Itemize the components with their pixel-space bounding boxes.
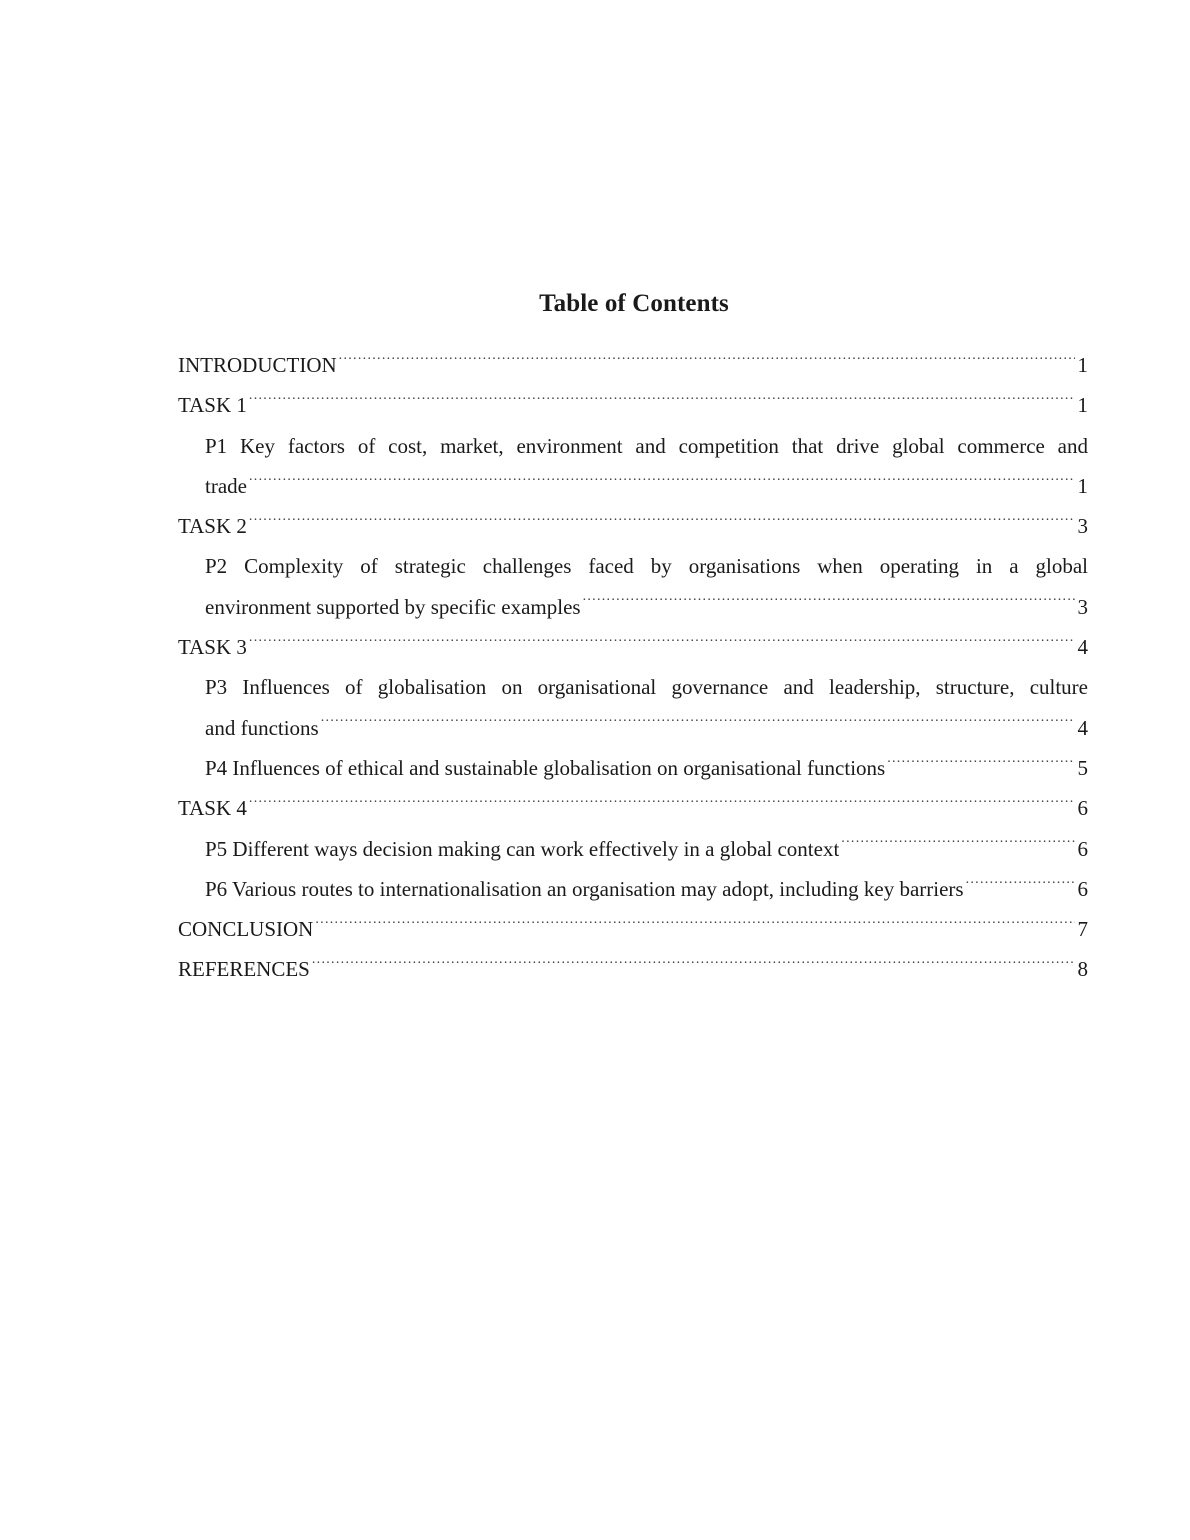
toc-entry-task-1[interactable] (178, 385, 1088, 425)
toc-entry-label: P6 Various routes to internationalisation an organisation may adopt, including key barriers (205, 876, 964, 901)
toc-entry-task-2[interactable] (178, 506, 1088, 546)
toc-entry-page: 7 (1077, 917, 1088, 942)
table-of-contents (178, 345, 1088, 990)
dot-leader (312, 955, 1075, 976)
dot-leader (249, 472, 1075, 493)
toc-entry-label: REFERENCES (178, 957, 310, 982)
toc-entry-page: 3 (1077, 594, 1088, 619)
toc-entry-p5[interactable] (178, 829, 1088, 869)
toc-title: Table of Contents (539, 290, 729, 317)
toc-entry-first-line: P2 Complexity of strategic challenges faced by organisations when operating in a global (205, 554, 1088, 579)
toc-entry-continuation (178, 708, 1088, 748)
toc-entry-introduction[interactable] (178, 345, 1088, 385)
dot-leader (321, 714, 1075, 735)
dot-leader (841, 835, 1074, 856)
toc-entry-p6[interactable] (178, 869, 1088, 909)
dot-leader (966, 875, 1075, 896)
toc-entry-label: CONCLUSION (178, 917, 314, 942)
toc-entry-p1[interactable] (178, 426, 1088, 507)
toc-entry-task-4[interactable] (178, 788, 1088, 828)
dot-leader (249, 794, 1075, 815)
toc-entry-label: TASK 1 (178, 393, 247, 418)
toc-entry-label: P4 Influences of ethical and sustainable globalisation on organisational functions (205, 755, 886, 780)
toc-entry-page: 8 (1077, 957, 1088, 982)
toc-entry-task-3[interactable] (178, 627, 1088, 667)
toc-entry-page: 1 (1077, 353, 1088, 377)
toc-entry-page: 6 (1077, 796, 1088, 821)
toc-entry-label: TASK 3 (178, 635, 247, 660)
toc-entry-label: P5 Different ways decision making can work effectively in a global context (205, 836, 840, 861)
toc-entry-conclusion[interactable] (178, 909, 1088, 949)
toc-entry-continuation (178, 466, 1088, 506)
toc-entry-page: 6 (1077, 876, 1088, 901)
toc-entry-continuation (178, 587, 1088, 627)
toc-entry-label: TASK 2 (178, 514, 247, 539)
toc-entry-page: 3 (1077, 514, 1088, 539)
dot-leader (887, 754, 1074, 775)
dot-leader (249, 391, 1075, 412)
toc-entry-page: 4 (1077, 715, 1088, 740)
dot-leader (583, 593, 1075, 614)
toc-entry-page: 5 (1077, 755, 1088, 780)
toc-entry-label: environment supported by specific examples (205, 594, 581, 619)
toc-entry-p2[interactable] (178, 546, 1088, 627)
toc-entry-label: TASK 4 (178, 796, 247, 821)
dot-leader (249, 512, 1075, 533)
toc-entry-page: 4 (1077, 635, 1088, 660)
toc-entry-page: 6 (1077, 836, 1088, 861)
dot-leader (249, 633, 1075, 654)
toc-entry-label: and functions (205, 715, 319, 740)
toc-entry-p4[interactable] (178, 748, 1088, 788)
toc-entry-first-line: P3 Influences of globalisation on organisational governance and leadership, structure, culture (205, 675, 1088, 700)
dot-leader (339, 351, 1075, 372)
toc-entry-page: 1 (1077, 473, 1088, 498)
toc-entry-page: 1 (1077, 393, 1088, 418)
toc-entry-first-line: P1 Key factors of cost, market, environment and competition that drive global commerce and (205, 433, 1088, 458)
dot-leader (315, 915, 1074, 936)
toc-entry-p3[interactable] (178, 667, 1088, 748)
toc-entry-label: trade (205, 473, 247, 498)
toc-entry-references[interactable] (178, 949, 1088, 989)
toc-entry-label: INTRODUCTION (178, 353, 337, 377)
